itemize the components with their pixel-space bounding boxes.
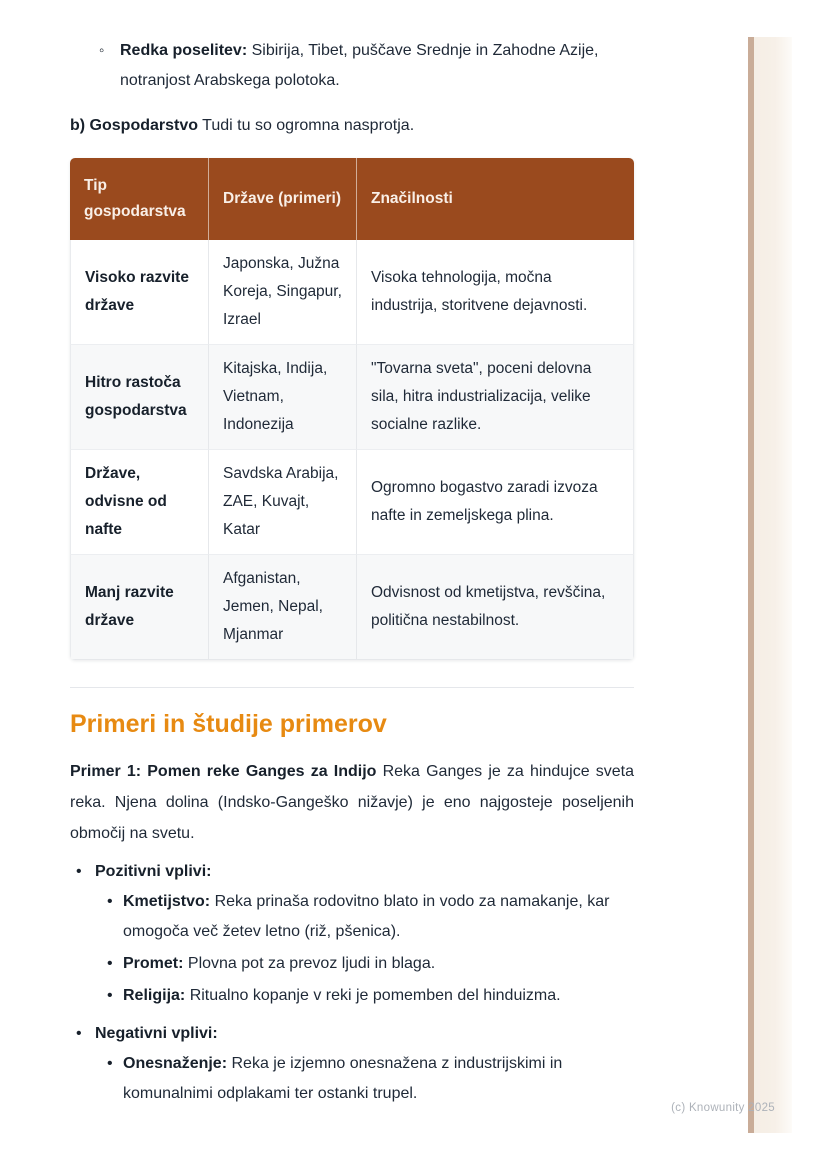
disc-bullet-icon: • (107, 987, 113, 1004)
section-divider (70, 687, 634, 688)
column-header-drzave: Države (primeri) (208, 158, 356, 240)
cell-drzave: Savdska Arabija, ZAE, Kuvajt, Katar (208, 450, 356, 555)
table-row (70, 555, 634, 660)
cell-tip: Države, odvisne od nafte (70, 450, 208, 555)
item-label: Kmetijstvo: (123, 893, 211, 910)
cell-drzave: Japonska, Južna Koreja, Singapur, Izrael (208, 240, 356, 345)
item-text: Plovna pot za prevoz ljudi in blaga. (187, 955, 436, 972)
right-margin-stripe (748, 37, 792, 1133)
intro-bullet-text: Sibirija, Tibet, puščave Srednje in Zahodne Azije, notranjost Arabskega polotoka. (120, 42, 599, 89)
disc-bullet-icon: • (76, 1025, 82, 1042)
item-text: Reka je izjemno onesnažena z industrijskimi in komunalnimi odplakami ter ostanki trupel. (123, 1055, 563, 1102)
cell-drzave: Afganistan, Jemen, Nepal, Mjanmar (208, 555, 356, 660)
list-item-kmetijstvo (95, 887, 634, 947)
positive-impacts-title: Pozitivni vplivi: (95, 863, 212, 880)
impacts-list (70, 857, 634, 1109)
list-item-religija (95, 981, 634, 1011)
item-label: Religija: (123, 987, 186, 1004)
gospodarstvo-paragraph (70, 111, 634, 141)
list-item-onesnazenje (95, 1049, 634, 1109)
cell-tip: Manj razvite države (70, 555, 208, 660)
item-text: Ritualno kopanje v reki je pomemben del hinduizma. (189, 987, 561, 1004)
item-text: Reka prinaša rodovitno blato in vodo za namakanje, kar omogoča več žetev letno (riž, pšenica). (123, 893, 610, 940)
column-header-tip: Tip gospodarstva (70, 158, 208, 240)
cell-znacilnosti: "Tovarna sveta", poceni delovna sila, hitra industrializacija, velike socialne razlike. (356, 345, 634, 450)
table-row (70, 345, 634, 450)
intro-bullet-label: Redka poselitev: (120, 42, 248, 59)
gospodarstvo-label: b) Gospodarstvo (70, 117, 199, 134)
disc-bullet-icon: • (107, 955, 113, 972)
positive-impacts-item (70, 857, 634, 1011)
list-item-promet (95, 949, 634, 979)
disc-bullet-icon: • (107, 1055, 113, 1072)
gospodarstvo-text: Tudi tu so ogromna nasprotja. (202, 117, 415, 134)
column-header-znacilnosti: Značilnosti (356, 158, 634, 240)
table-row (70, 450, 634, 555)
cell-znacilnosti: Visoka tehnologija, močna industrija, storitvene dejavnosti. (356, 240, 634, 345)
negative-impacts-item (70, 1019, 634, 1109)
cell-tip: Visoko razvite države (70, 240, 208, 345)
primer-paragraph (70, 756, 634, 849)
cell-drzave: Kitajska, Indija, Vietnam, Indonezija (208, 345, 356, 450)
circle-bullet-icon: ◦ (99, 42, 105, 59)
economy-table (70, 158, 634, 660)
table-row (70, 240, 634, 345)
table-header-row (70, 158, 634, 240)
item-label: Promet: (123, 955, 184, 972)
negative-impacts-title: Negativni vplivi: (95, 1025, 218, 1042)
primer-label: Primer 1: Pomen reke Ganges za Indijo (70, 763, 377, 780)
cell-znacilnosti: Ogromno bogastvo zaradi izvoza nafte in zemeljskega plina. (356, 450, 634, 555)
cell-tip: Hitro rastoča gospodarstva (70, 345, 208, 450)
intro-bullet-item (70, 36, 634, 96)
cell-znacilnosti: Odvisnost od kmetijstva, revščina, politična nestabilnost. (356, 555, 634, 660)
document-content (70, 36, 634, 1109)
copyright-watermark: (c) Knowunity 2025 (671, 1102, 775, 1114)
disc-bullet-icon: • (107, 893, 113, 910)
item-label: Onesnaženje: (123, 1055, 228, 1072)
primer-text: Reka Ganges je za hindujce sveta reka. Njena dolina (Indsko-Gangeško nižavje) je eno najgosteje poseljenih območij na svetu. (70, 763, 634, 842)
section-heading: Primeri in študije primerov (70, 710, 387, 738)
disc-bullet-icon: • (76, 863, 82, 880)
economy-table-grid (70, 158, 634, 660)
